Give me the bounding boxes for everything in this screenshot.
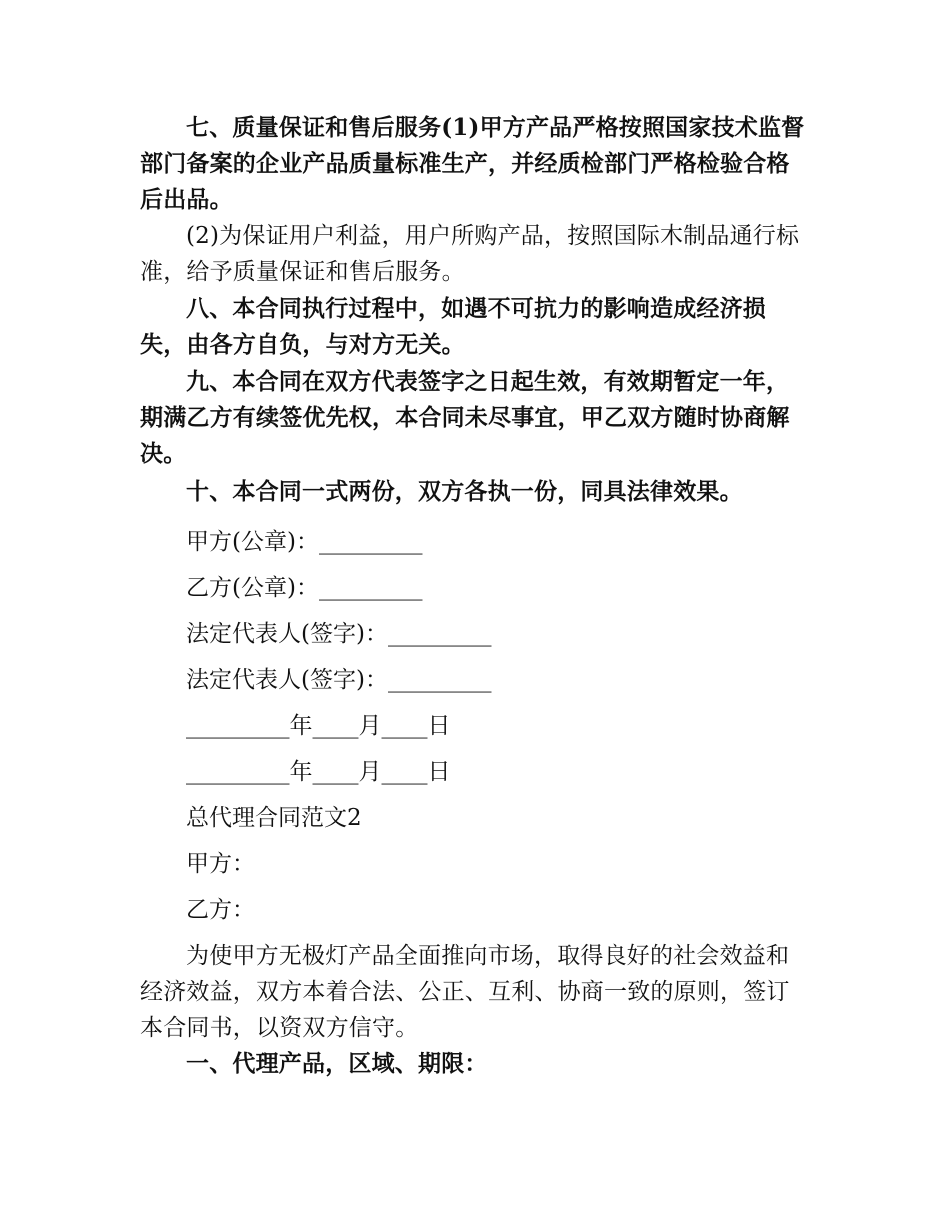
second-contract-title: 总代理合同范文2 <box>186 805 362 831</box>
legal-rep-signature-line-1: 法定代表人(签字)：_________ <box>186 621 492 647</box>
party-a-seal-line: 甲方(公章)：_________ <box>186 529 423 555</box>
second-contract-party-a: 甲方： <box>186 851 255 877</box>
second-contract-party-b: 乙方： <box>186 897 255 923</box>
party-b-seal-line: 乙方(公章)：_________ <box>186 575 423 601</box>
clause-10-copies: 十、本合同一式两份，双方各执一份，同具法律效果。 <box>186 478 743 505</box>
clause-7-item-2: (2)为保证用户利益，用户所购产品，按照国际木制品通行标准，给予质量保证和售后服务。 <box>140 223 800 285</box>
date-line-1: _________年____月____日 <box>186 713 451 739</box>
date-line-2: _________年____月____日 <box>186 759 451 785</box>
clause-8-force-majeure: 八、本合同执行过程中，如遇不可抗力的影响造成经济损失，由各方自负，与对方无关。 <box>140 295 766 358</box>
clause-7-quality-guarantee: 七、质量保证和售后服务(1)甲方产品严格按照国家技术监督部门备案的企业产品质量标准生产，并经质检部门严格检验合格后出品。 <box>140 114 805 213</box>
second-contract-section-1-heading: 一、代理产品，区域、期限： <box>186 1050 488 1077</box>
legal-rep-signature-line-2: 法定代表人(签字)：_________ <box>186 667 492 693</box>
second-contract-intro: 为使甲方无极灯产品全面推向市场，取得良好的社会效益和经济效益，双方本着合法、公正、互利、协商一致的原则，签订本合同书，以资双方信守。 <box>140 943 790 1041</box>
clause-9-effective-date: 九、本合同在双方代表签字之日起生效，有效期暂定一年，期满乙方有续签优先权，本合同未尽事宜，甲乙双方随时协商解决。 <box>140 368 790 467</box>
